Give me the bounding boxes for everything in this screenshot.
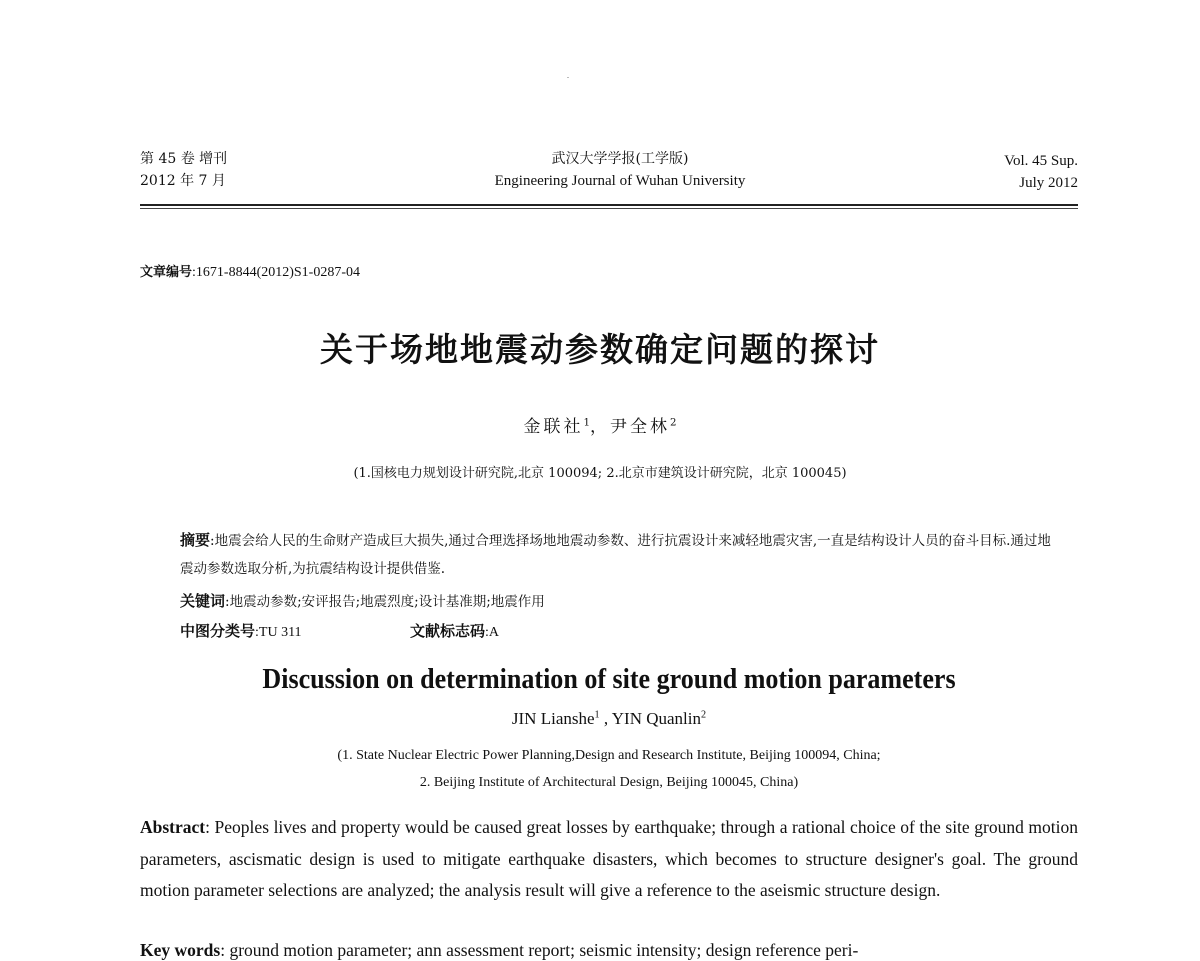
- abstract-en-label: Abstract: [140, 817, 206, 837]
- classification-value: :TU 311: [255, 625, 302, 640]
- classification-label: 中图分类号: [180, 622, 256, 640]
- header-date-en: July 2012: [1019, 175, 1078, 191]
- author-en-separator: ,: [599, 709, 612, 728]
- author-cn-1-affil: 1: [583, 417, 590, 429]
- header-issue-en: [1004, 150, 1078, 194]
- abstract-cn-label: 摘要: [180, 531, 211, 549]
- header-journal: [420, 148, 820, 192]
- article-number-value: :1671-8844(2012)S1-0287-04: [192, 265, 361, 280]
- keywords-cn-label: 关键词: [180, 592, 226, 610]
- author-cn-2-affil: 2: [670, 417, 677, 429]
- author-en-2: YIN Quanlin: [611, 709, 701, 728]
- journal-name-en: Engineering Journal of Wuhan University: [494, 173, 746, 189]
- author-en-1: JIN Lianshe: [511, 709, 595, 728]
- document-code-label: 文献标志码: [410, 622, 486, 640]
- keywords-cn-text: :地震动参数;安评报告;地震烈度;设计基准期;地震作用: [225, 594, 545, 610]
- authors-cn: [0, 412, 1200, 437]
- abstract-en-text: : Peoples lives and property would be caused great losses by earthquake; through a rational choice of the site ground motion parameters, ascismatic design is used to mitigate earthquake disasters, which becomes to structure designer's goal. The ground motion parameter selections are analyzed; the analysis result will give a reference to the aseismic structure design.: [140, 817, 1078, 900]
- abstract-cn: [180, 526, 1060, 583]
- title-en: Discussion on determination of site ground motion parameters: [262, 664, 956, 695]
- article-number: [140, 261, 360, 281]
- header-issue-cn: [140, 148, 227, 192]
- keywords-en: [140, 940, 1078, 961]
- author-en-2-affil: 2: [700, 709, 707, 721]
- document-code-value: :A: [485, 625, 500, 640]
- header-rule-thick: [140, 204, 1078, 206]
- affiliation-en-1: (1. State Nuclear Electric Power Planning,Design and Research Institute, Beijing 100094, China;: [337, 748, 881, 763]
- scan-speck: [567, 77, 569, 78]
- author-cn-2: 尹全林: [610, 417, 670, 437]
- header-date-cn: 2012 年 7 月: [140, 173, 226, 189]
- keywords-cn: [180, 590, 545, 611]
- keywords-en-text: : ground motion parameter; ann assessment report; seismic intensity; design reference peri-: [220, 940, 859, 960]
- affiliations-cn: (1.国核电力规划设计研究院,北京 100094; 2.北京市建筑设计研究院，北京 100045): [353, 466, 847, 481]
- affiliations-en: [0, 742, 1200, 796]
- abstract-en: [140, 812, 1078, 907]
- header-volume-cn: 第 45 卷 增刊: [140, 151, 228, 167]
- affiliation-en-2: 2. Beijing Institute of Architectural Design, Beijing 100045, China): [419, 775, 799, 790]
- title-cn: 关于场地地震动参数确定问题的探讨: [320, 330, 880, 369]
- abstract-cn-text: :地震会给人民的生命财产造成巨大损失,通过合理选择场地地震动参数、进行抗震设计来减轻地震灾害,一直是结构设计人员的奋斗目标.通过地震动参数选取分析,为抗震结构设计提供借鉴.: [180, 533, 1051, 577]
- header-volume-en: Vol. 45 Sup.: [1004, 153, 1078, 169]
- authors-en: [0, 709, 1200, 729]
- article-number-label: 文章编号: [140, 265, 193, 280]
- header-rule-thin: [140, 208, 1078, 209]
- author-en-1-affil: 1: [594, 709, 600, 721]
- author-separator: ，: [590, 417, 610, 437]
- author-cn-1: 金联社: [523, 417, 584, 437]
- classification-number: [180, 620, 302, 641]
- journal-name-cn: 武汉大学学报(工学版): [551, 151, 689, 167]
- document-code: [410, 620, 499, 641]
- keywords-en-label: Key words: [140, 940, 221, 960]
